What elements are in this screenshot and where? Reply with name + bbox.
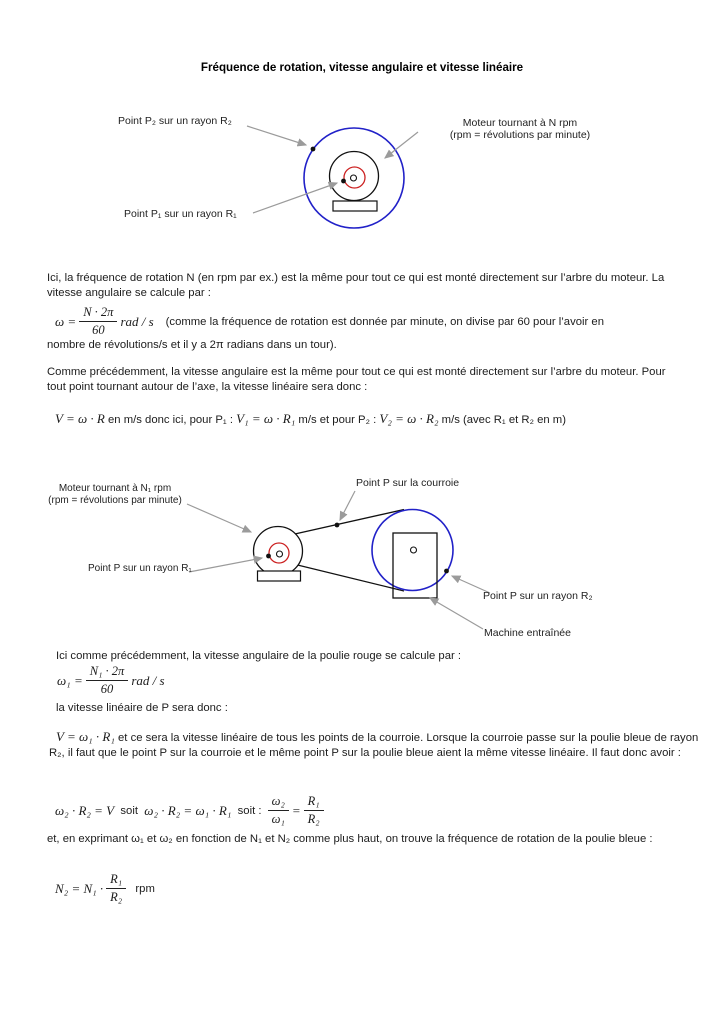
paragraph-linear-p: la vitesse linéaire de P sera donc : [56, 702, 228, 714]
page-title: Fréquence de rotation, vitesse angulaire et vitesse linéaire [200, 61, 524, 74]
axle2-circle [277, 551, 283, 557]
fraction-omega2-omega1: $\frac{\text{ω₂}}{\text{ω₁}}$ [268, 794, 289, 827]
label-point-p-r2: Point P sur un rayon R₂ [483, 590, 593, 602]
point-p-r2-dot [444, 569, 449, 574]
fraction-n1-2pi-60: $\frac{\text{N₁ · 2π}}{60}$ [86, 664, 129, 697]
machine-axle-circle [411, 547, 417, 553]
label-motor-n-rpm-line1: Moteur tournant à N rpm [462, 117, 578, 129]
formula-omega-note-wrap: nombre de révolutions/s et il y a 2π radians dans un tour). [47, 339, 337, 351]
paragraph-red-pulley: Ici comme précédemment, la vitesse angulaire de la poulie rouge se calcule par : [56, 650, 462, 662]
fraction-n2pi-60: $\frac{N \cdot 2\pi}{60}$ [79, 305, 117, 338]
paragraph-linear-speed: Comme précédemment, la vitesse angulaire est la même pour tout ce qui est monté directement sur l’arbre du moteur. Pour tout point tournant autour de l’axe, la vitesse linéaire sera donc : [47, 366, 669, 393]
arrow-to-p2 [247, 126, 306, 145]
point-p1-dot [341, 179, 346, 184]
label-motor2-n1-rpm [46, 483, 184, 506]
label-motor2-n1-rpm-line1: Moteur tournant à N₁ rpm [58, 483, 172, 494]
formula-omega-unit: rad / s [120, 313, 154, 329]
axle-circle [351, 175, 357, 181]
label-point-p2: Point P₂ sur un rayon R₂ [118, 115, 232, 127]
paragraph-conclusion: et, en exprimant ω₁ et ω₂ en fonction de N₁ et N₂ comme plus haut, on trouve la fréquence de rotation de la poulie bleue : [47, 833, 653, 845]
fraction-r1-r2: $\frac{\text{R₁}}{\text{R₂}}$ [304, 794, 324, 827]
belt-drive-diagram [180, 470, 502, 648]
label-machine: Machine entraînée [484, 627, 571, 639]
label-belt-point: Point P sur la courroie [356, 477, 460, 489]
formula-n2: N₂ = N₁ · $\frac{\text{R₁}}{\text{R₂}}$ rpm [55, 872, 155, 904]
fraction-n2-r1-r2: $\frac{\text{R₁}}{\text{R₂}}$ [106, 872, 126, 905]
paragraph-belt-speed: V = ω₁ · R₁ et ce sera la vitesse linéaire de tous les points de la courroie. Lorsque la courroie passe sur la poulie bleue de rayon R₂, il faut que le point P sur la courroie et le même point P sur la poulie bleue aient la même vitesse linéaire. Il faut donc avoir : [49, 729, 702, 759]
arrow-to-motor2 [187, 504, 251, 532]
formula-omega [55, 305, 604, 338]
label-point-p-r1: Point P sur un rayon R₁ [88, 563, 192, 574]
arrow-to-p-r1 [189, 558, 262, 572]
paragraph-intro: Ici, la fréquence de rotation N (en rpm par ex.) est la même pour tout ce qui est monté directement sur l’arbre du moteur. La vitesse angulaire se calcule par : [47, 272, 668, 299]
label-motor2-n1-rpm-line2: (rpm = révolutions par minute) [48, 494, 182, 506]
formula-v-line: V = ω · R en m/s donc ici, pour P₁ : V₁ = ω · R₁ m/s et pour P₂ : V₂ = ω · R₂ m/s (avec R₁ et R₂ en m) [55, 411, 566, 426]
label-point-p1: Point P₁ sur un rayon R₁ [124, 208, 237, 220]
arrow-to-motor [385, 132, 418, 158]
formula-omega-note: (comme la fréquence de rotation est donnée par minute, on divise par 60 pour l’avoir en [165, 315, 604, 328]
label-motor-n-rpm-line2: (rpm = révolutions par minute) [449, 128, 591, 141]
motor2-base [258, 571, 301, 581]
motor-diagram [100, 110, 440, 242]
motor-base [333, 201, 377, 211]
formula-omega-lhs: ω = [55, 313, 77, 329]
formula-omega1-unit: rad / s [131, 672, 165, 688]
arrow-to-belt-point [340, 491, 355, 520]
arrow-to-machine [430, 598, 483, 629]
formula-omega1-lhs: ω₁ = [57, 672, 83, 688]
formula-equality: ω₂ · R₂ = V soit ω₂ · R₂ = ω₁ · R₁ soit : $\frac{\text{ω₂}}{\text{ω₁}}$ = $\frac{\text{R₁}}{\text{R₂}}$ [55, 794, 327, 827]
point-p2-dot [311, 147, 316, 152]
belt-point-dot [335, 523, 340, 528]
label-motor-n-rpm [425, 118, 615, 141]
formula-v-omega1-r1: V = ω₁ · R₁ [56, 729, 115, 744]
arrow-to-p1 [253, 183, 337, 213]
point-p-r1-dot [266, 554, 271, 559]
formula-omega1 [57, 664, 165, 697]
